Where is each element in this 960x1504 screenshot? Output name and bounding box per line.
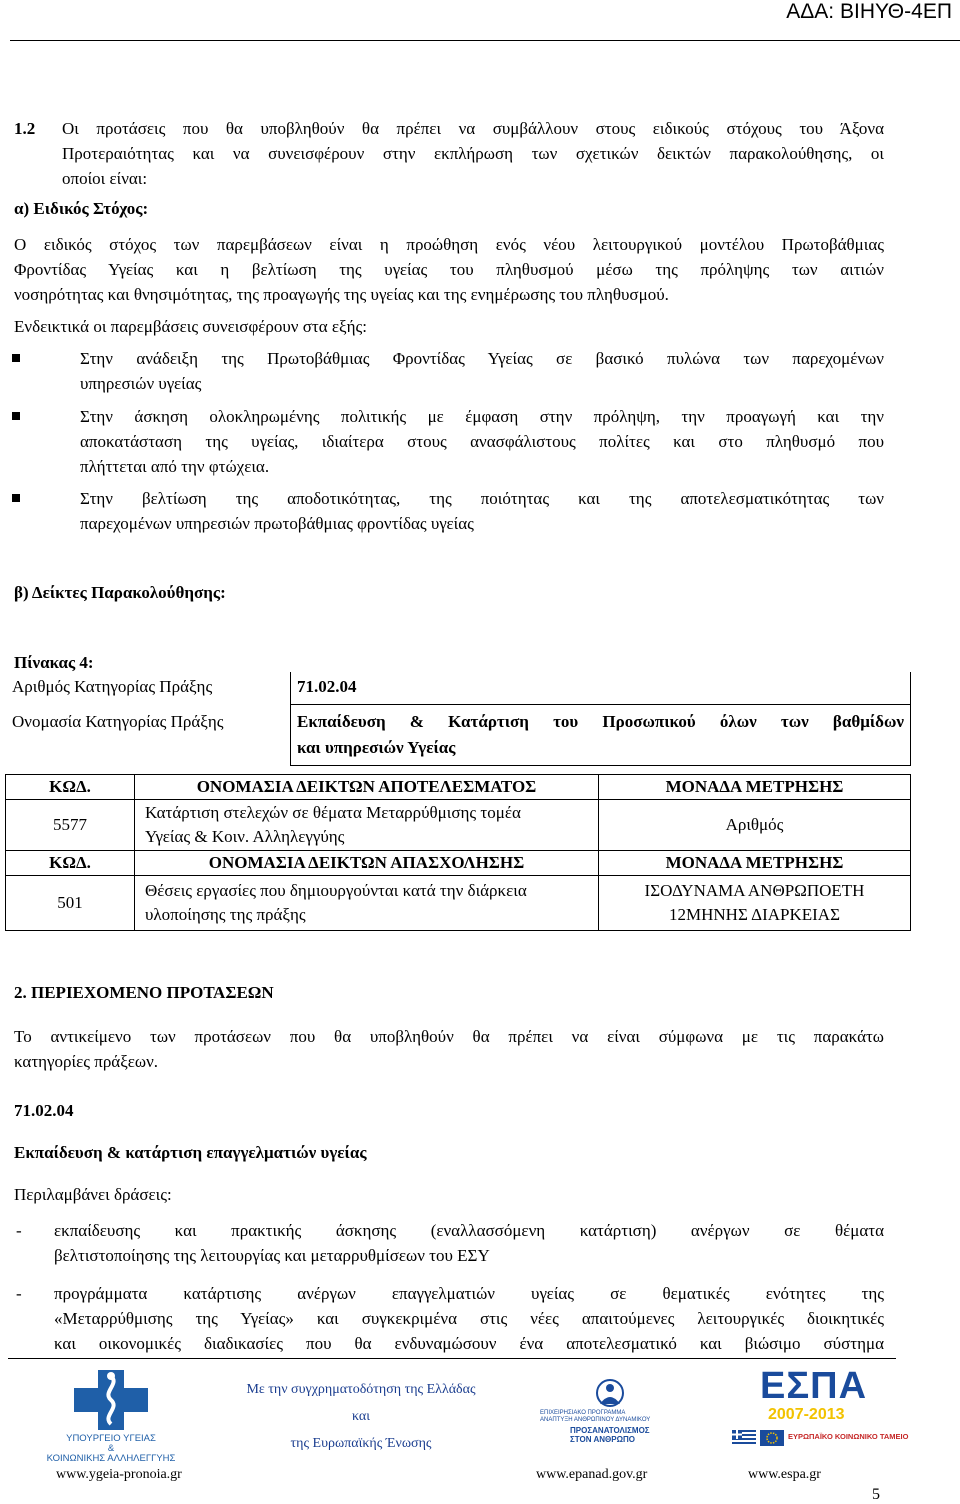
goal-bullet-3: [80, 486, 884, 536]
eu-flag-icon: [760, 1430, 784, 1446]
ministry-name: [46, 1434, 176, 1464]
bullet-square-icon: [12, 494, 20, 502]
text-line: ΥΠΟΥΡΓΕΙΟ ΥΓΕΙΑΣ: [66, 1433, 156, 1444]
text-line: Ο ειδικός στόχος των παρεμβάσεων είναι η προώθηση ενός νέου λειτουργικού μοντέλου Πρωτοβάθμιας: [14, 235, 884, 254]
text-line: Στην βελτίωση της αποδοτικότητας, της ποιότητας και της αποτελεσματικότητας των: [80, 489, 884, 508]
espa-title: ΕΣΠΑ: [760, 1365, 868, 1407]
ministry-logo: [68, 1368, 156, 1432]
text-line: ΙΣΟΔΥΝΑΜΑ ΑΝΘΡΩΠΟΕΤΗ: [644, 881, 865, 900]
action-item-2: [54, 1281, 884, 1356]
text-line: 12ΜΗΝΗΣ ΔΙΑΡΚΕΙΑΣ: [669, 905, 840, 924]
text-line: της Ευρωπαϊκής Ένωσης: [290, 1436, 432, 1451]
text-line: Εκπαίδευση & Κατάρτιση του Προσωπικού όλων των βαθμίδων: [297, 712, 904, 731]
epanad-logo: [540, 1378, 680, 1448]
table-row: [6, 876, 911, 931]
epanad-slogan: [570, 1426, 680, 1444]
category-name: [291, 705, 911, 766]
indicator-name: [135, 800, 599, 851]
text-line: Θέσεις εργασίες που δημιουργούνται κατά την διάρκεια: [145, 881, 527, 900]
text-line: Το αντικείμενο των προτάσεων που θα υποβληθούν θα πρέπει να είναι σύμφωνα με τις παρακάτω: [14, 1027, 884, 1046]
col-unit: ΜΟΝΑΔΑ ΜΕΤΡΗΣΗΣ: [599, 775, 911, 800]
action-code: 71.02.04: [14, 1101, 74, 1120]
employment-header-row: [6, 851, 911, 876]
text-line: νοσηρότητας και θνησιμότητας, της προαγωγής της υγείας και της ενημέρωσης του πληθυσμού.: [14, 285, 669, 304]
espa-logo: [732, 1365, 909, 1450]
ministry-cross-icon: [68, 1368, 156, 1432]
indicator-code: 501: [6, 876, 135, 931]
includes-label: Περιλαμβάνει δράσεις:: [14, 1185, 172, 1204]
text-line: ΑΝΑΠΤΥΞΗ ΑΝΘΡΩΠΙΝΟΥ ΔΥΝΑΜΙΚΟΥ: [540, 1417, 651, 1423]
text-line: &: [107, 1443, 115, 1454]
dash-marker: -: [16, 1284, 22, 1303]
goal-bullet-2: [80, 404, 884, 479]
goal-text: [14, 232, 884, 307]
category-name-label: Ονομασία Κατηγορίας Πράξης: [6, 705, 291, 766]
text-line: ΕΠΙΧΕΙΡΗΣΙΑΚΟ ΠΡΟΓΡΑΜΜΑ: [540, 1410, 626, 1416]
goal-intro: Ενδεικτικά οι παρεμβάσεις συνεισφέρουν στα εξής:: [14, 317, 367, 336]
text-line: ΠΡΟΣΑΝΑΤΟΛΙΣΜΟΣ: [570, 1426, 650, 1435]
goal-bullet-1: [80, 346, 884, 396]
dash-marker: -: [16, 1221, 22, 1240]
table-title: Πίνακας 4:: [14, 653, 94, 672]
text-line: υλοποίησης της πράξης: [145, 905, 306, 924]
section-12-text: [62, 116, 884, 191]
col-results-name: ΟΝΟΜΑΣΙΑ ΔΕΙΚΤΩΝ ΑΠΟΤΕΛΕΣΜΑΤΟΣ: [135, 775, 599, 800]
text-line: Φροντίδας Υγείας και η βελτίωση της υγείας του πληθυσμού μέσω της πρόληψης των αιτιών: [14, 260, 884, 279]
text-line: παρεχομένων υπηρεσιών πρωτοβάθμιας φροντίδας υγείας: [80, 514, 474, 533]
category-table: [6, 672, 911, 766]
text-line: Οι προτάσεις που θα υποβληθούν θα πρέπει να συμβάλλουν στους ειδικούς στόχους του Άξονα: [62, 119, 884, 138]
indicator-unit: [599, 876, 911, 931]
section-2-heading: 2. ΠΕΡΙΕΧΟΜΕΝΟ ΠΡΟΤΑΣΕΩΝ: [14, 983, 274, 1002]
header-rule: [10, 40, 960, 41]
action-item-1: [54, 1218, 884, 1268]
col-employment-name: ΟΝΟΜΑΣΙΑ ΔΕΙΚΤΩΝ ΑΠΑΣΧΟΛΗΣΗΣ: [135, 851, 599, 876]
text-line: οποίοι είναι:: [62, 169, 148, 188]
bullet-square-icon: [12, 354, 20, 362]
bullet-square-icon: [12, 412, 20, 420]
indicators-table: [5, 774, 911, 931]
cofinance-text: [216, 1376, 506, 1457]
text-line: ΣΤΟΝ ΑΝΘΡΩΠΟ: [570, 1435, 635, 1444]
text-line: αποκατάσταση της υγείας, ιδιαίτερα στους ανασφάλιστους πολίτες και στο πληθυσμό που: [80, 432, 884, 451]
footer-rule: [8, 1358, 896, 1359]
ada-code: ΑΔΑ: ΒΙΗΥΘ-4ΕΠ: [786, 0, 952, 23]
text-line: Κατάρτιση στελεχών σε θέματα Μεταρρύθμισης τομέα: [145, 803, 521, 822]
text-line: «Μεταρρύθμισης της Υγείας» και συγκεκριμένα στις νέες απαιτούμενες λειτουργικές διοικητικές: [54, 1309, 884, 1328]
text-line: πλήττεται από την φτώχεια.: [80, 457, 270, 476]
col-unit: ΜΟΝΑΔΑ ΜΕΤΡΗΣΗΣ: [599, 851, 911, 876]
text-line: υπηρεσιών υγείας: [80, 374, 202, 393]
espa-years: 2007-2013: [768, 1406, 845, 1423]
col-code: ΚΩΔ.: [6, 851, 135, 876]
text-line: Στην άσκηση ολοκληρωμένης πολιτικής με έμφαση στην πρόληψη, την προαγωγή και την: [80, 407, 884, 426]
section-number: 1.2: [14, 119, 36, 138]
text-line: ΚΟΙΝΩΝΙΚΗΣ ΑΛΛΗΛΕΓΓΥΗΣ: [46, 1453, 176, 1464]
indicator-unit: Αριθμός: [599, 800, 911, 851]
table-row: [6, 800, 911, 851]
text-line: Στην ανάδειξη της Πρωτοβάθμιας Φροντίδας Υγείας σε βασικό πυλώνα των παρεχομένων: [80, 349, 884, 368]
epanad-program-name: [540, 1410, 680, 1424]
espa-fund-name: ΕΥΡΩΠΑΪΚΟ ΚΟΙΝΩΝΙΚΟ ΤΑΜΕΙΟ: [788, 1432, 909, 1441]
results-header-row: [6, 775, 911, 800]
greek-flag-icon: [732, 1430, 756, 1446]
text-line: Με την συγχρηματοδότηση της Ελλάδας: [246, 1382, 476, 1397]
indicators-heading: β) Δείκτες Παρακολούθησης:: [14, 583, 226, 602]
text-line: Υγείας & Κοιν. Αλληλεγγύης: [145, 827, 345, 846]
url-espa[interactable]: www.espa.gr: [748, 1467, 821, 1482]
text-line: και οικονομικές διαδικασίες που θα ενδυναμώσουν ένα αποτελεσματικό και βιώσιμο σύστημα: [54, 1334, 884, 1353]
category-number: 71.02.04: [291, 672, 911, 705]
text-line: κατηγορίες πράξεων.: [14, 1052, 159, 1071]
action-subheading: Εκπαίδευση & κατάρτιση επαγγελματιών υγείας: [14, 1143, 367, 1162]
text-line: βελτιστοποίησης της λειτουργίας και μεταρρυθμίσεων του ΕΣΥ: [54, 1246, 490, 1265]
category-number-label: Αριθμός Κατηγορίας Πράξης: [6, 672, 291, 705]
text-line: και: [351, 1409, 371, 1424]
page-number: 5: [872, 1486, 880, 1503]
url-ygeia[interactable]: www.ygeia-pronoia.gr: [56, 1467, 182, 1482]
text-line: Προτεραιότητας και να συνεισφέρουν στην εκπλήρωση των σχετικών δεικτών παρακολούθησης, οι: [62, 144, 884, 163]
text-line: και υπηρεσιών Υγείας: [297, 738, 456, 757]
text-line: προγράμματα κατάρτισης ανέργων επαγγελματιών υγείας σε θεματικές ενότητες της: [54, 1284, 884, 1303]
indicator-name: [135, 876, 599, 931]
epanad-emblem-icon: [580, 1378, 640, 1408]
text-line: εκπαίδευσης και πρακτικής άσκησης (εναλλασσόμενη κατάρτιση) ανέργων σε θέματα: [54, 1221, 884, 1240]
indicator-code: 5577: [6, 800, 135, 851]
col-code: ΚΩΔ.: [6, 775, 135, 800]
goal-heading: α) Ειδικός Στόχος:: [14, 199, 149, 218]
url-epanad[interactable]: www.epanad.gov.gr: [536, 1467, 648, 1482]
section-2-text: [14, 1024, 884, 1074]
